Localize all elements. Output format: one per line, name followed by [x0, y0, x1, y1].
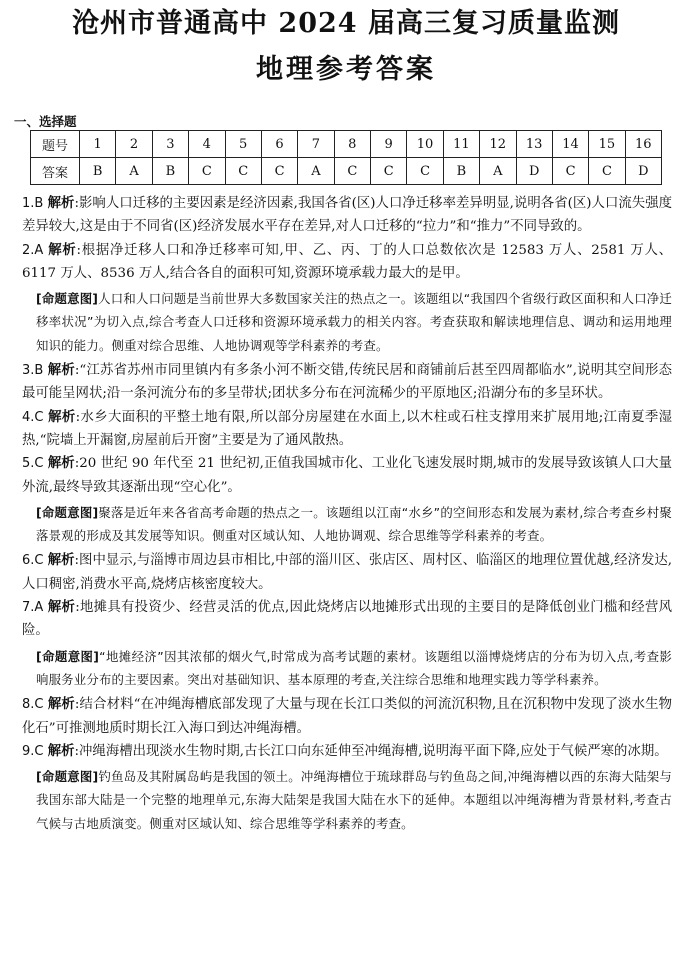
intent-tag: [命题意图]	[36, 769, 99, 785]
question-answer-label: 2.A	[22, 242, 44, 258]
explanations	[22, 192, 672, 837]
intent-text: 钓鱼岛及其附属岛屿是我国的领土。冲绳海槽位于琉球群岛与钓鱼岛之间,冲绳海槽以西的东海大陆架与我国东部大陆是一个完整的地理单元,东海大陆架是我国大陆在水下的延伸。本题组以冲绳海槽为背景材料,考查古气候与古地质演变。侧重对区域认知、综合思维等学科素养的考查。	[36, 769, 672, 831]
document-title: 沧州市普通高中 2024 届高三复习质量监测	[72, 8, 620, 39]
analysis-text: :根据净迁移人口和净迁移率可知,甲、乙、丙、丁的人口总数依次是 12583 万人、2581 万人、6117 万人、8536 万人,结合各自的面积可知,资源环境承载力最大的是甲。	[22, 242, 672, 281]
analysis-label: 解析	[48, 408, 76, 425]
answer-cell: D	[516, 158, 552, 185]
question-answer-label: 5.C	[22, 456, 44, 472]
intent-tag: [命题意图]	[36, 648, 100, 664]
question-number-cell: 6	[261, 131, 297, 158]
answer-cell: C	[552, 158, 588, 185]
question-number-cell: 13	[516, 131, 552, 158]
question-number-cell: 11	[443, 131, 479, 158]
answer-row	[31, 158, 662, 185]
question-number-row	[31, 131, 662, 158]
intent-text: 聚落是近年来各省高考命题的热点之一。该题组以江南“水乡”的空间形态和发展为素材,综合考查乡村聚落景观的形成及其发展等知识。侧重对区域认知、人地协调观、综合思维等学科素养的考查。	[36, 504, 672, 544]
section-heading: 一、选择题	[14, 114, 77, 129]
answer-cell: C	[371, 158, 407, 185]
analysis-text: :冲绳海槽出现淡水生物时期,古长江口向东延伸至冲绳海槽,说明海平面下降,应处于气候严寒的冰期。	[74, 743, 668, 759]
row-label-number: 题号	[31, 131, 80, 158]
analysis-text: :水乡大面积的平整土地有限,所以部分房屋建在水面上,以木柱或石柱支撑用来扩展用地;江南夏季湿热,“院墙上开漏窗,房屋前后开窗”主要是为了通风散热。	[22, 409, 672, 448]
analysis-label: 解析	[47, 362, 75, 379]
intent-text: 人口和人口问题是当前世界大多数国家关注的热点之一。该题组以“我国四个省级行政区面积和人口净迁移率状况”为切入点,综合考查人口迁移和资源环境承载力的相关内容。考查获取和解读地理信息、调动和运用地理知识的能力。侧重对综合思维、人地协调观等学科素养的考查。	[36, 291, 673, 353]
analysis-label: 解析	[48, 241, 77, 258]
answer-cell: B	[152, 158, 188, 185]
answer-cell: B	[443, 158, 479, 185]
answer-cell: D	[625, 158, 661, 185]
question-number-cell: 5	[225, 131, 261, 158]
answer-explanation	[22, 549, 672, 596]
analysis-text: :结合材料“在冲绳海槽底部发现了大量与现在长江口类似的河流沉积物,且在沉积物中发现了淡水生物化石”可推测地质时期长江入海口到达冲绳海槽。	[22, 697, 672, 736]
answer-explanation	[22, 596, 672, 643]
answer-cell: A	[480, 158, 516, 185]
answer-explanation	[22, 192, 672, 239]
question-answer-label: 6.C	[22, 553, 44, 569]
row-label-answer: 答案	[31, 158, 80, 185]
intent-tag: [命题意图]	[36, 504, 99, 520]
analysis-text: :“江苏省苏州市同里镇内有多条小河不断交错,传统民居和商铺前后甚至四周都临水”,说明其空间形态最可能呈网状;沿一条河流分布的多呈带状;团状多分布在河流稀少的平原地区;沿湖分布的多呈环状。	[22, 363, 672, 402]
analysis-label: 解析	[47, 599, 76, 616]
question-number-cell: 4	[189, 131, 225, 158]
answer-explanation	[22, 452, 672, 499]
question-answer-label: 7.A	[22, 600, 44, 616]
question-number-cell: 15	[589, 131, 625, 158]
answer-table	[30, 130, 662, 185]
answer-cell: C	[189, 158, 225, 185]
analysis-label: 解析	[47, 552, 75, 569]
question-number-cell: 14	[552, 131, 588, 158]
intent-tag: [命题意图]	[36, 291, 99, 307]
answer-cell: C	[407, 158, 443, 185]
answer-cell: A	[116, 158, 152, 185]
question-number-cell: 7	[298, 131, 334, 158]
question-number-cell: 10	[407, 131, 443, 158]
question-number-cell: 1	[80, 131, 116, 158]
question-number-cell: 16	[625, 131, 661, 158]
question-number-cell: 2	[116, 131, 152, 158]
question-answer-label: 9.C	[22, 743, 44, 759]
analysis-text: :地摊具有投资少、经营灵活的优点,因此烧烤店以地摊形式出现的主要目的是降低创业门槛和经营风险。	[22, 600, 673, 639]
answer-cell: C	[225, 158, 261, 185]
answer-explanation	[22, 406, 672, 453]
analysis-label: 解析	[47, 195, 75, 211]
intent-note	[36, 501, 672, 548]
answer-explanation	[22, 359, 672, 406]
analysis-label: 解析	[47, 696, 75, 713]
analysis-label: 解析	[47, 742, 75, 759]
analysis-label: 解析	[47, 455, 75, 472]
question-answer-label: 4.C	[22, 409, 44, 425]
intent-note	[36, 645, 672, 692]
answer-explanation	[22, 239, 672, 286]
answer-cell: C	[261, 158, 297, 185]
question-number-cell: 8	[334, 131, 370, 158]
analysis-text: :图中显示,与淄博市周边县市相比,中部的淄川区、张店区、周村区、临淄区的地理位置优越,经济发达,人口稠密,消费水平高,烧烤店核密度较大。	[22, 553, 672, 592]
answer-cell: C	[334, 158, 370, 185]
analysis-text: :20 世纪 90 年代至 21 世纪初,正值我国城市化、工业化飞速发展时期,城市的发展导致该镇人口大量外流,最终导致其逐渐出现“空心化”。	[22, 456, 672, 495]
answer-cell: C	[589, 158, 625, 185]
answer-cell: B	[80, 158, 116, 185]
question-answer-label: 8.C	[22, 697, 44, 713]
intent-note	[36, 765, 672, 835]
question-answer-label: 1.B	[22, 196, 44, 211]
question-number-cell: 12	[480, 131, 516, 158]
answer-explanation	[22, 693, 672, 740]
document-subtitle: 地理参考答案	[256, 54, 436, 85]
answer-explanation	[22, 740, 672, 763]
question-answer-label: 3.B	[22, 363, 44, 379]
question-number-cell: 9	[371, 131, 407, 158]
answer-cell: A	[298, 158, 334, 185]
intent-note	[36, 287, 672, 357]
intent-text: “地摊经济”因其浓郁的烟火气,时常成为高考试题的素材。该题组以淄博烧烤店的分布为切入点,考查影响服务业分布的主要因素。突出对基础知识、基本原理的考查,关注综合思维和地理实践力等学科素养。	[36, 648, 672, 687]
analysis-text: :影响人口迁移的主要因素是经济因素,我国各省(区)人口净迁移率差异明显,说明各省(区)人口流失强度差异较大,这是由于不同省(区)经济发展水平存在差异,对人口迁移的“拉力”和“推力”不同导致的。	[22, 196, 673, 235]
question-number-cell: 3	[152, 131, 188, 158]
